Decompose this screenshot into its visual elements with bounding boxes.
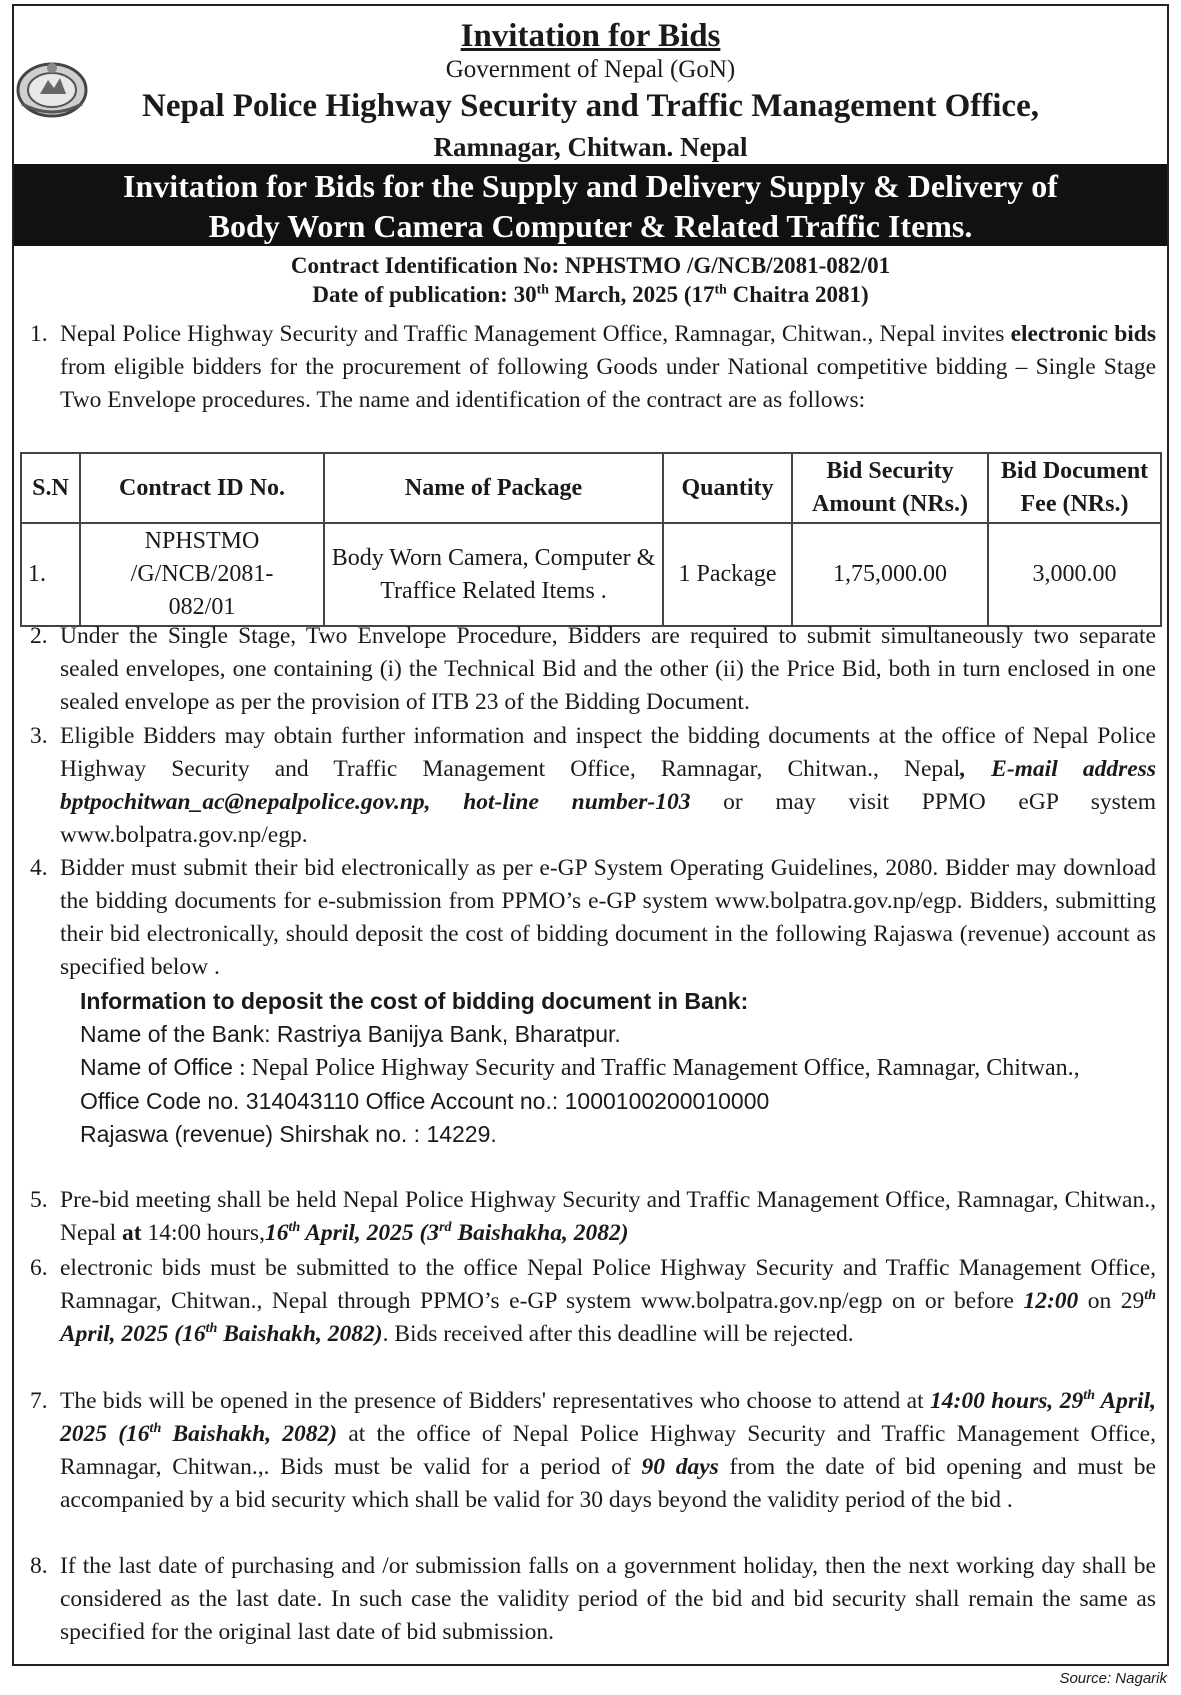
table-cell: 1,75,000.00 bbox=[792, 523, 988, 626]
contract-identification: Contract Identification No: NPHSTMO /G/NCB/2081-082/01 bbox=[290, 253, 891, 278]
table-cell: NPHSTMO /G/NCB/2081-082/01 bbox=[80, 523, 324, 626]
office-name: Nepal Police Highway Security and Traffic Management Office, bbox=[142, 88, 1039, 124]
table-header: Bid Document Fee (NRs.) bbox=[988, 453, 1161, 523]
office-location: Ramnagar, Chitwan. Nepal bbox=[433, 132, 748, 162]
bank-info bbox=[80, 985, 1156, 1151]
paragraph-5: 5. Pre-bid meeting shall be held Nepal Police Highway Security and Traffic Management Office, Ramnagar, Chitwan., Nepal at 14:00 hours,16th April, 2025 (3rd Baishakha, 2082) bbox=[30, 1187, 1156, 1246]
bank-rajaswa: Rajaswa (revenue) Shirshak no. : 14229. bbox=[80, 1121, 497, 1147]
table-row bbox=[21, 523, 1161, 626]
paragraph-7: 7. The bids will be opened in the presence of Bidders' representatives who choose to attend at 14:00 hours, 29th April, 2025 (16th Baishakh, 2082) at the office of Nepal Police Highway Security and Traffic Management Office, Ramnagar, Chitwan.,. Bids must be valid for a period of 90 days from the date of bid opening and must be accompanied by a bid security which shall be valid for 30 days beyond the validity period of the bid . bbox=[30, 1387, 1156, 1513]
paragraph-4: 4. Bidder must submit their bid electronically as per e-GP System Operating Guidelines, 2080. Bidder may download the bidding documents for e-submission from PPMO’s e-GP system www.bolpatra.gov.np/egp. Bidders, submitting their bid electronically, should deposit the cost of bidding document in the following Rajaswa (revenue) account as specified below . bbox=[30, 855, 1156, 980]
bank-office: Name of Office : Nepal Police Highway Security and Traffic Management Office, Ramnagar, Chitwan., bbox=[80, 1054, 1080, 1081]
table-header: S.N bbox=[21, 453, 80, 523]
bank-info-heading: Information to deposit the cost of bidding document in Bank: bbox=[80, 988, 749, 1014]
table-cell: 1 Package bbox=[663, 523, 792, 626]
source-credit: Source: Nagarik bbox=[1059, 1670, 1167, 1687]
paragraph-8: 8. If the last date of purchasing and /or submission falls on a government holiday, then the next working day shall be considered as the last date. In such case the validity period of the bid and bid security shall remain the same as specified for the original last date of bid submission. bbox=[30, 1553, 1156, 1645]
paragraph-6: 6. electronic bids must be submitted to the office Nepal Police Highway Security and Traffic Management Office, Ramnagar, Chitwan., Nepal through PPMO’s e-GP system www.bolpatra.gov.np/egp on or before 12:00 on 29th April, 2025 (16th Baishakh, 2082). Bids received after this deadline will be rejected. bbox=[30, 1255, 1157, 1347]
table-header: Contract ID No. bbox=[80, 453, 324, 523]
table-header-row bbox=[21, 453, 1161, 523]
table-cell: 3,000.00 bbox=[988, 523, 1161, 626]
paragraph-2: 2. Under the Single Stage, Two Envelope Procedure, Bidders are required to submit simultaneously two separate sealed envelopes, one containing (i) the Technical Bid and the other (ii) the Price Bid, both in turn enclosed in one sealed envelope as per the provision of ITB 23 of the Bidding Document. bbox=[30, 623, 1156, 715]
banner-line-2: Body Worn Camera Computer & Related Traffic Items. bbox=[208, 208, 973, 244]
table-cell: Body Worn Camera, Computer & Traffice Related Items . bbox=[324, 523, 663, 626]
table-header: Name of Package bbox=[324, 453, 663, 523]
table-header: Quantity bbox=[663, 453, 792, 523]
paragraph-3: 3. Eligible Bidders may obtain further information and inspect the bidding documents at the office of Nepal Police Highway Security and Traffic Management Office, Ramnagar, Chitwan., Nepal, E-mail address bptpochitwan_ac@nepalpolice.gov.np, hot-line number-103 or may visit PPMO eGP system www.bolpatra.gov.np/egp. bbox=[30, 723, 1156, 848]
paragraph-1: 1. Nepal Police Highway Security and Traffic Management Office, Ramnagar, Chitwan., Nepal invites electronic bids from eligible bidders for the procurement of following Goods under National competitive bidding – Single Stage Two Envelope procedures. The name and identification of the contract are as follows: bbox=[30, 321, 1157, 413]
bank-name: Name of the Bank: Rastriya Banijya Bank, Bharatpur. bbox=[80, 1021, 621, 1047]
banner-line-1: Invitation for Bids for the Supply and Delivery Supply & Delivery of bbox=[123, 168, 1058, 204]
notice-title: Invitation for Bids bbox=[460, 18, 721, 54]
government-line: Government of Nepal (GoN) bbox=[445, 56, 736, 83]
bank-codes: Office Code no. 314043110 Office Account no.: 1000100200010000 bbox=[80, 1088, 770, 1114]
table-header: Bid Security Amount (NRs.) bbox=[792, 453, 988, 523]
contract-table bbox=[20, 452, 1162, 627]
table-cell: 1. bbox=[21, 523, 80, 626]
publication-date: Date of publication: 30th March, 2025 (17th Chaitra 2081) bbox=[312, 281, 869, 307]
subject-banner bbox=[14, 164, 1167, 246]
